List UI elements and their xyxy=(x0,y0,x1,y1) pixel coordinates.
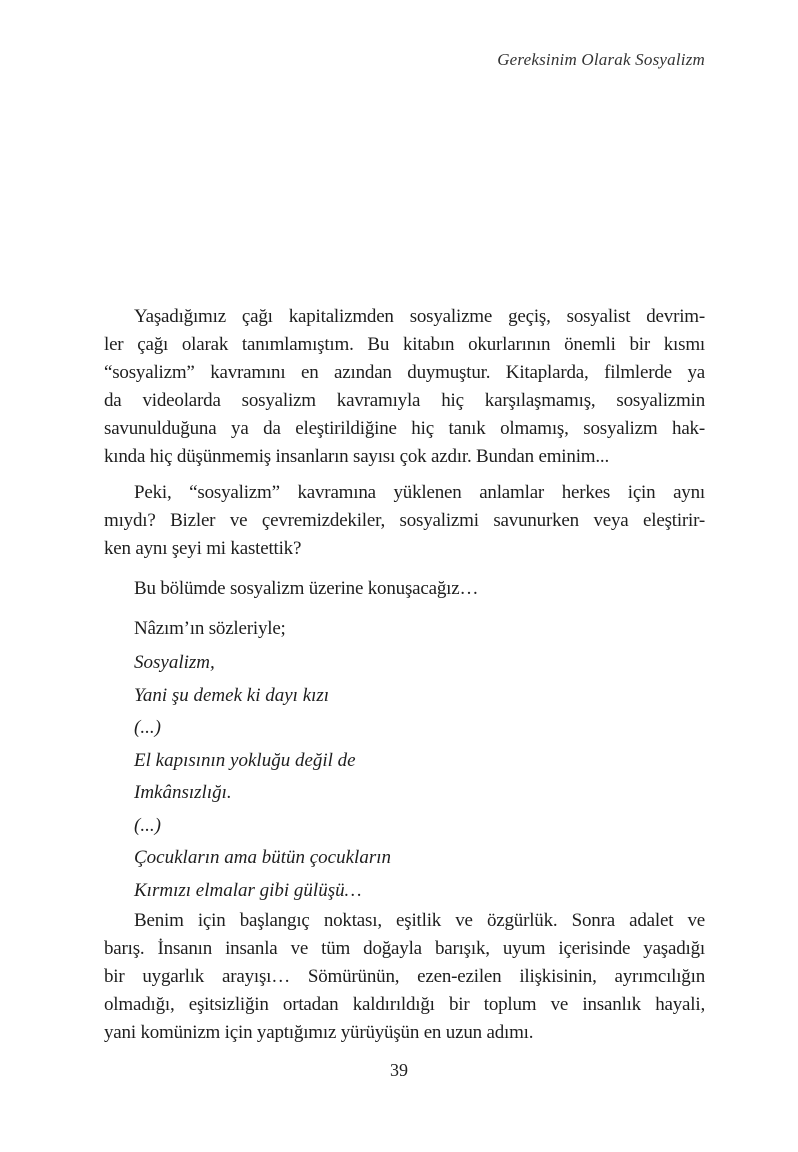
paragraph xyxy=(104,615,705,643)
paragraph xyxy=(104,907,705,1047)
text-line: Bu bölümde sosyalizm üzerine konuşacağız… xyxy=(134,578,479,599)
text-line: ken aynı şeyi mi kastettik? xyxy=(104,538,302,559)
text-line: barış. İnsanın insanla ve tüm doğayla barışık, uyum içerisinde yaşadığı xyxy=(104,938,705,959)
text-line: Kırmızı elmalar gibi gülüşü… xyxy=(134,879,362,901)
text-line: yani komünizm için yaptığımız yürüyüşün en uzun adımı. xyxy=(104,1022,534,1043)
text-line: kında hiç düşünmemiş insanların sayısı çok azdır. Bundan eminim... xyxy=(104,446,609,467)
text-line: savunulduğuna ya da eleştirildiğine hiç tanık olmamış, sosyalizm hak- xyxy=(104,418,705,439)
text-line: Yaşadığımız çağı kapitalizmden sosyalizme geçiş, sosyalist devrim- xyxy=(134,306,705,327)
paragraph xyxy=(104,303,705,471)
text-line: Yani şu demek ki dayı kızı xyxy=(134,684,330,706)
poem-block xyxy=(104,647,705,907)
text-line: Benim için başlangıç noktası, eşitlik ve özgürlük. Sonra adalet ve xyxy=(134,910,705,931)
text-line: Sosyalizm, xyxy=(134,652,215,673)
text-line: olmadığı, eşitsizliğin ortadan kaldırıldığı bir toplum ve insanlık hayali, xyxy=(104,994,705,1015)
text-line: El kapısının yokluğu değil de xyxy=(134,749,356,771)
running-header: Gereksinim Olarak Sosyalizm xyxy=(497,50,705,69)
text-line: ler çağı olarak tanımlamıştım. Bu kitabın okurlarının önemli bir kısmı xyxy=(104,334,705,355)
text-line: (...) xyxy=(134,717,161,738)
text-line: mıydı? Bizler ve çevremizdekiler, sosyalizmi savunurken veya eleştirir- xyxy=(104,510,705,531)
text-line: (...) xyxy=(134,814,161,836)
page-number: 39 xyxy=(390,1060,408,1080)
text-line: da videolarda sosyalizm kavramıyla hiç karşılaşmamış, sosyalizmin xyxy=(104,390,705,411)
text-line: Peki, “sosyalizm” kavramına yüklenen anlamlar herkes için aynı xyxy=(134,482,705,503)
text-line: “sosyalizm” kavramını en azından duymuştur. Kitaplarda, filmlerde ya xyxy=(104,362,705,383)
text-line: Nâzım’ın sözleriyle; xyxy=(134,618,286,639)
text-line: Çocukların ama bütün çocukların xyxy=(134,847,391,868)
text-block xyxy=(104,303,705,1059)
paragraph xyxy=(104,479,705,563)
paragraph xyxy=(104,575,705,603)
text-line: Imkânsızlığı. xyxy=(134,782,232,803)
text-line: bir uygarlık arayışı… Sömürünün, ezen-ezilen ilişkisinin, ayrımcılığın xyxy=(104,966,705,987)
